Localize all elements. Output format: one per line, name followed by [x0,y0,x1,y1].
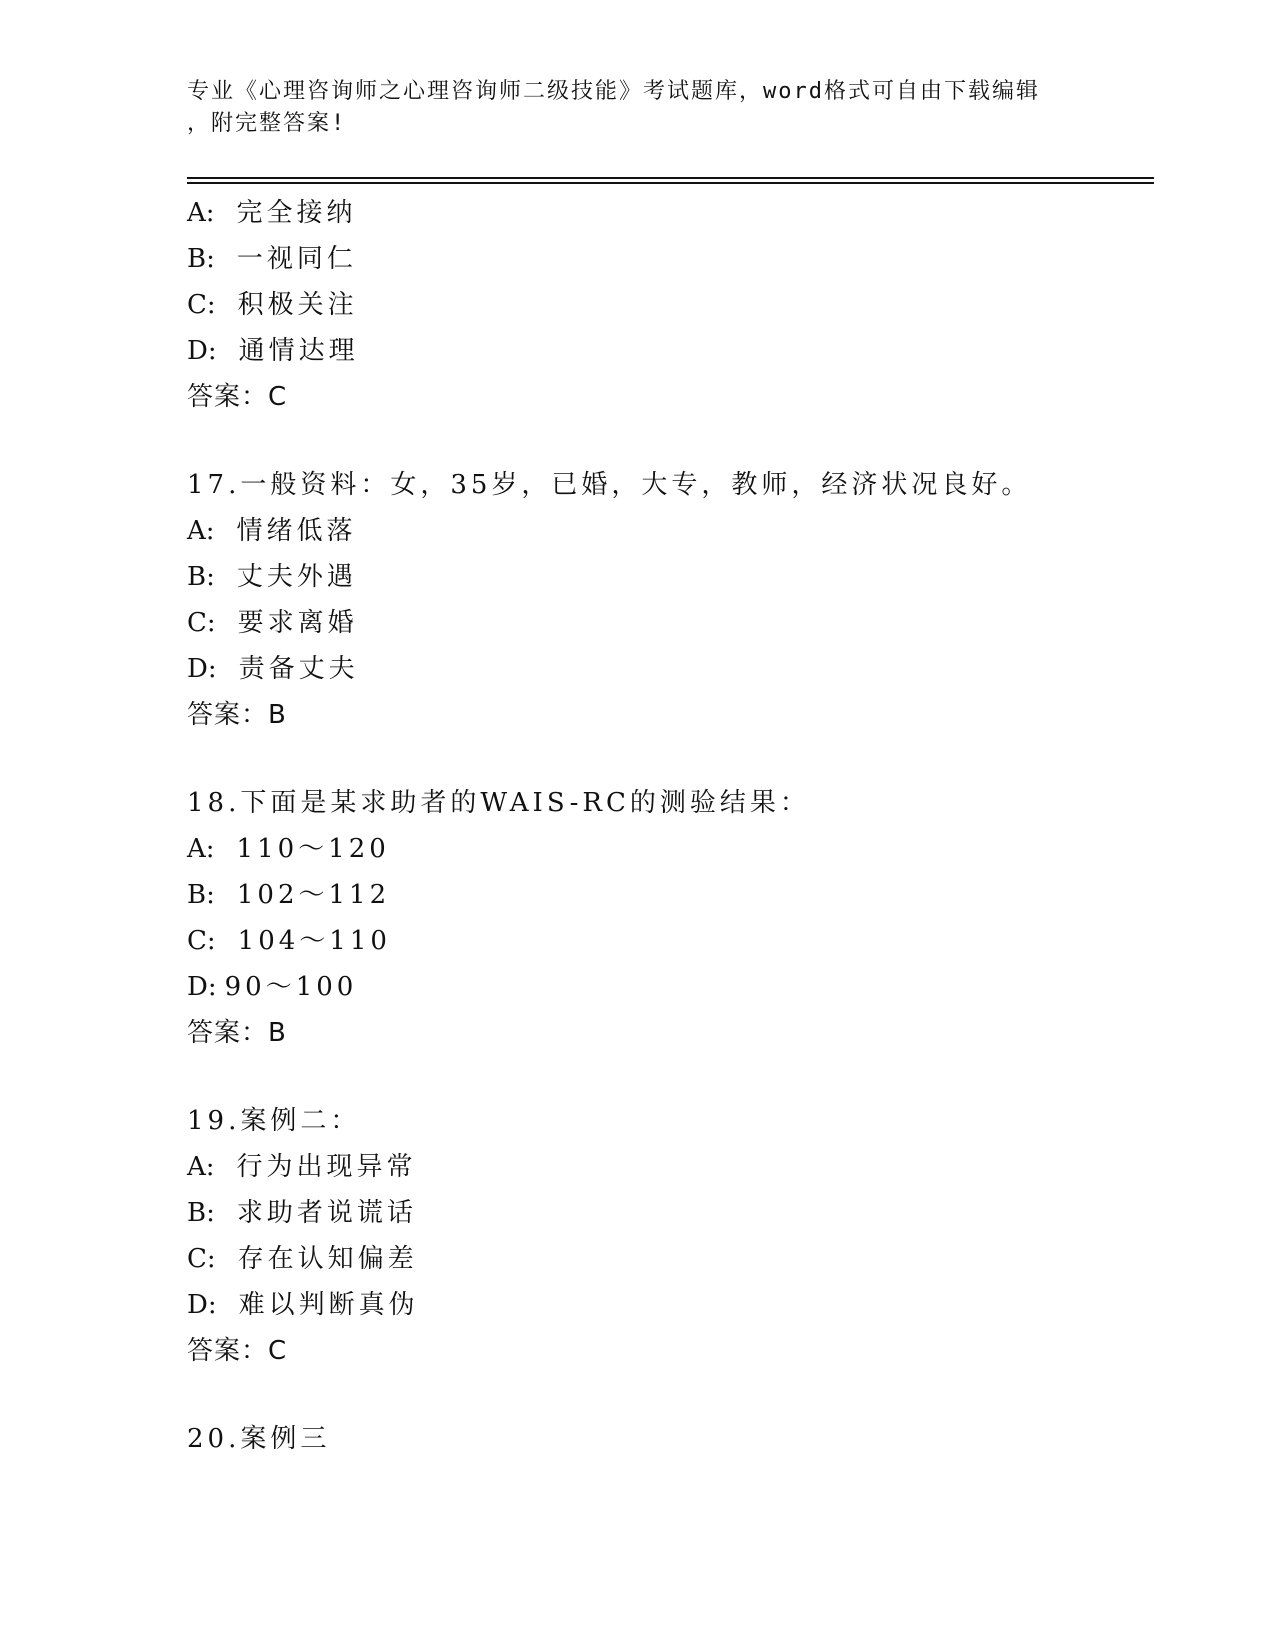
header-divider-bottom [187,182,1154,184]
option-letter: D: [187,336,217,366]
option-a [187,826,1167,872]
question-16-continued [187,190,1167,420]
option-text: 102～112 [236,880,391,910]
answer-line: 答案：B [187,700,287,730]
option-d [187,964,1167,1010]
option-b [187,1190,1167,1236]
option-c [187,282,1167,328]
option-text: 行为出现异常 [236,1152,417,1182]
option-letter: B: [187,562,215,592]
option-text: 难以判断真伪 [238,1290,419,1320]
option-letter: B: [187,880,215,910]
option-text: 90～100 [224,972,358,1002]
option-text: 存在认知偏差 [237,1244,418,1274]
answer-line: 答案：C [187,1336,288,1366]
option-a [187,190,1167,236]
option-c [187,600,1167,646]
option-c [187,1236,1167,1282]
option-b [187,872,1167,918]
option-text: 一视同仁 [236,244,357,274]
option-text: 求助者说谎话 [236,1198,417,1228]
header-line-2: ，附完整答案! [187,111,347,136]
option-text: 104～110 [237,926,391,956]
question-19 [187,1098,1167,1374]
option-letter: C: [187,1244,216,1274]
option-letter: B: [187,1198,215,1228]
question-17 [187,462,1167,738]
option-b [187,554,1167,600]
option-letter: C: [187,608,216,638]
header-divider-top [187,177,1154,179]
option-letter: D: [187,654,217,684]
option-letter: A: [187,834,215,864]
answer-line: 答案：B [187,1018,287,1048]
question-stem: 19.案例二： [187,1106,361,1136]
question-stem: 20.案例三 [187,1424,331,1454]
option-text: 110～120 [236,834,390,864]
question-18 [187,780,1167,1056]
question-stem: 18.下面是某求助者的WAIS-RC的测验结果： [187,788,810,818]
option-letter: A: [187,516,215,546]
option-text: 丈夫外遇 [236,562,357,592]
option-a [187,1144,1167,1190]
option-text: 积极关注 [237,290,358,320]
option-text: 通情达理 [238,336,359,366]
option-letter: A: [187,198,215,228]
question-stem: 17.一般资料：女，35岁，已婚，大专，教师，经济状况良好。 [187,470,1032,500]
option-letter: C: [187,290,216,320]
answer-line: 答案：C [187,382,288,412]
option-d [187,646,1167,692]
question-content [187,190,1167,1462]
option-letter: B: [187,244,215,274]
document-header [187,76,1087,140]
option-letter: C: [187,926,216,956]
option-text: 责备丈夫 [238,654,359,684]
option-letter: D: [187,972,217,1002]
option-text: 情绪低落 [236,516,357,546]
header-line-1: 专业《心理咨询师之心理咨询师二级技能》考试题库，word格式可自由下载编辑 [187,79,1040,104]
option-text: 完全接纳 [236,198,357,228]
option-d [187,328,1167,374]
option-b [187,236,1167,282]
option-letter: A: [187,1152,215,1182]
option-d [187,1282,1167,1328]
question-20 [187,1416,1167,1462]
option-text: 要求离婚 [237,608,358,638]
option-c [187,918,1167,964]
option-letter: D: [187,1290,217,1320]
option-a [187,508,1167,554]
